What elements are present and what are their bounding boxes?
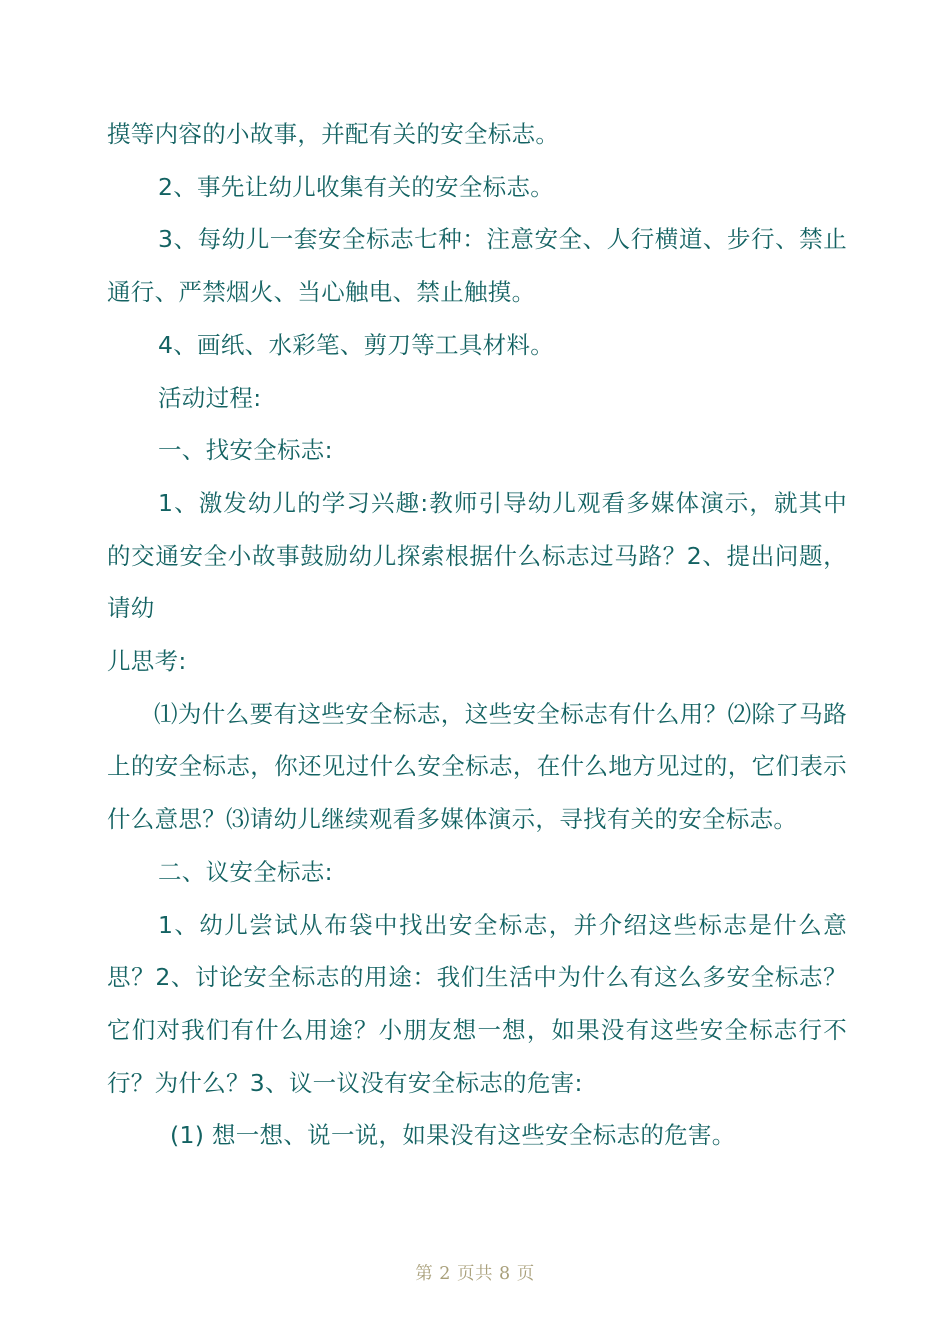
heading-activity-process: 活动过程:: [158, 383, 262, 412]
paragraph-story-materials: 摸等内容的小故事，并配有关的安全标志。: [107, 120, 560, 148]
document-body: [107, 108, 847, 1162]
page-number-footer: 第 2 页共 8 页: [415, 1264, 535, 1284]
heading-discuss-signs: 二、议安全标志:: [158, 857, 333, 886]
paragraph-think: 儿思考:: [107, 647, 187, 676]
paragraph-discuss-steps: 1、幼儿尝试从布袋中找出安全标志，并介绍这些标志是什么意思？2、讨论安全标志的用途：我们生活中为什么有这么多安全标志？它们对我们有什么用途？小朋友想一想，如果没有这些安全标志行不行？为什么？3、议一议没有安全标志的危害:: [107, 910, 847, 1097]
paragraph-questions: ⑴为什么要有这些安全标志，这些安全标志有什么用？⑵除了马路上的安全标志，你还见过什么安全标志，在什么地方见过的，它们表示什么意思？⑶请幼儿继续观看多媒体演示，寻找有关的安全标志。: [107, 699, 847, 834]
paragraph-prep-tools: 4、画纸、水彩笔、剪刀等工具材料。: [158, 330, 555, 359]
paragraph-discuss-item-1: (1) 想一想、说一说，如果没有这些安全标志的危害。: [170, 1121, 736, 1150]
paragraph-prep-signs: 3、每幼儿一套安全标志七种：注意安全、人行横道、步行、禁止通行、严禁烟火、当心触电、禁止触摸。: [107, 225, 847, 307]
paragraph-find-step-1: 1、激发幼儿的学习兴趣:教师引导幼儿观看多媒体演示，就其中的交通安全小故事鼓励幼儿探索根据什么标志过马路？2、提出问题，请幼: [107, 488, 847, 623]
heading-find-signs: 一、找安全标志:: [158, 436, 333, 465]
paragraph-prep-collect: 2、事先让幼儿收集有关的安全标志。: [158, 172, 555, 201]
